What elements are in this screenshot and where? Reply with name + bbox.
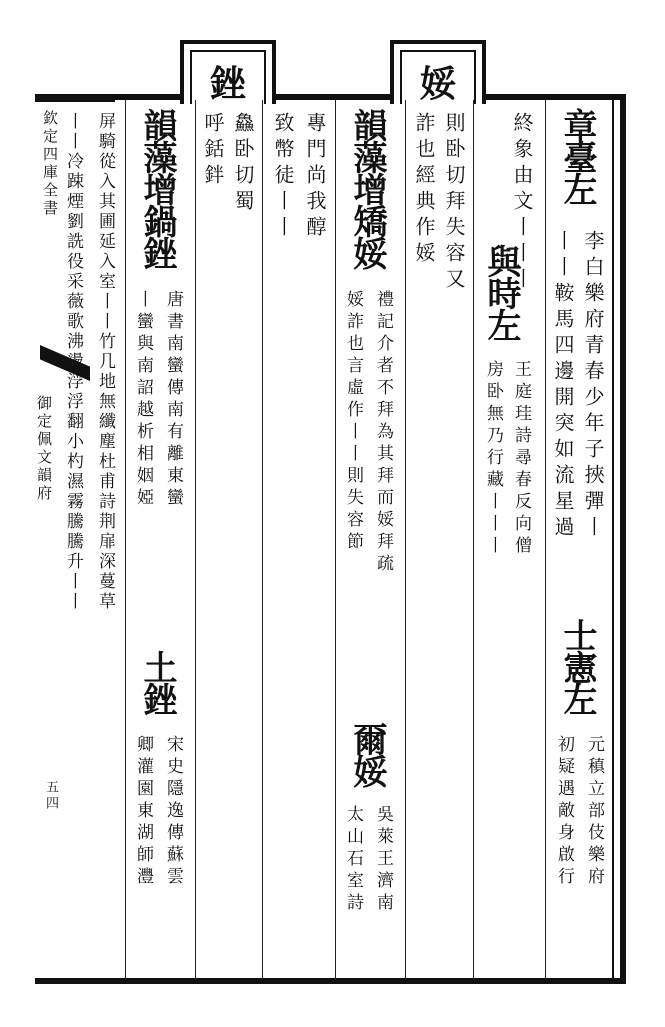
margin-page-number: 五四 bbox=[43, 780, 58, 812]
text-column: 卿灌園東湖師灃 bbox=[133, 735, 153, 889]
text-column: 則卧切拜失容又 bbox=[442, 112, 466, 294]
text-column: 初疑遇敵身啟行 bbox=[554, 735, 574, 889]
margin-book-title: 御定佩文韻府 bbox=[35, 395, 53, 503]
text-column: 丨丨冷踈煙劉詵役采薇歌沸燙浮浮翻小杓濕霧騰騰升丨丨 bbox=[63, 112, 83, 612]
text-column: 禮記介者不拜為其拜而娞拜疏 bbox=[373, 290, 393, 576]
column-rule bbox=[262, 100, 263, 980]
text-column: 李白樂府青春少年子挾彈丨 bbox=[581, 230, 605, 542]
top-border bbox=[35, 94, 625, 100]
text-column: 吳萊王濟南 bbox=[373, 805, 393, 915]
text-column: 屏騎從入其圃延入室丨丨竹几地無纖塵杜甫詩荆扉深蔓草 bbox=[95, 112, 115, 612]
right-border-inner bbox=[612, 100, 614, 978]
text-column: 鱻卧切蜀 bbox=[231, 112, 255, 216]
text-column: 王庭珪詩尋春反向僧 bbox=[511, 360, 531, 558]
section-heading: 韻藻增矯娞 bbox=[347, 108, 387, 268]
text-column: 娞詐也言虛作丨丨則失容節 bbox=[343, 290, 363, 554]
headword: 與時左 bbox=[481, 244, 521, 340]
text-column: 宋史隱逸傳蘇雲 bbox=[163, 735, 183, 889]
text-column: 元稹立部伎樂府 bbox=[584, 735, 604, 889]
headword: 爾娞 bbox=[347, 722, 387, 786]
text-column: 致幣徒丨丨 bbox=[271, 112, 295, 242]
text-column: 房卧無乃行藏丨丨丨 bbox=[483, 360, 503, 558]
header-tab-right bbox=[390, 40, 486, 104]
text-column: 太山石室詩 bbox=[343, 805, 363, 915]
headword: 土銼 bbox=[137, 650, 177, 714]
text-column: 詐也經典作娞 bbox=[412, 112, 436, 268]
margin-top-fragment: 欽定四庫全書 bbox=[41, 110, 59, 218]
column-rule bbox=[405, 100, 406, 980]
column-rule bbox=[195, 100, 196, 980]
header-tab-left-char: 銼 bbox=[209, 63, 246, 105]
headword: 士憲左 bbox=[557, 618, 597, 714]
section-heading: 韻藻增鍋銼 bbox=[137, 108, 177, 268]
text-column: 丨丨鞍馬四邊開突如流星過 bbox=[551, 230, 575, 542]
bottom-border bbox=[35, 978, 625, 984]
left-strip-border bbox=[35, 100, 115, 102]
header-tab-left bbox=[180, 40, 276, 104]
headword: 章臺左 bbox=[557, 108, 597, 204]
column-rule bbox=[125, 100, 126, 980]
header-tab-right-char: 娞 bbox=[419, 63, 456, 105]
text-column: 唐書南蠻傳南有離東蠻 bbox=[163, 290, 183, 510]
right-border bbox=[620, 94, 626, 984]
column-rule bbox=[473, 100, 474, 980]
column-rule bbox=[545, 100, 546, 980]
text-column: 專門尚我醇 bbox=[303, 112, 327, 242]
column-rule bbox=[335, 100, 336, 980]
text-column: 呼銛鉡 bbox=[201, 112, 225, 190]
text-column: 終象由文丨丨丨 bbox=[510, 112, 534, 294]
text-column: 丨蠻與南詔越析相姻婭 bbox=[133, 290, 153, 510]
